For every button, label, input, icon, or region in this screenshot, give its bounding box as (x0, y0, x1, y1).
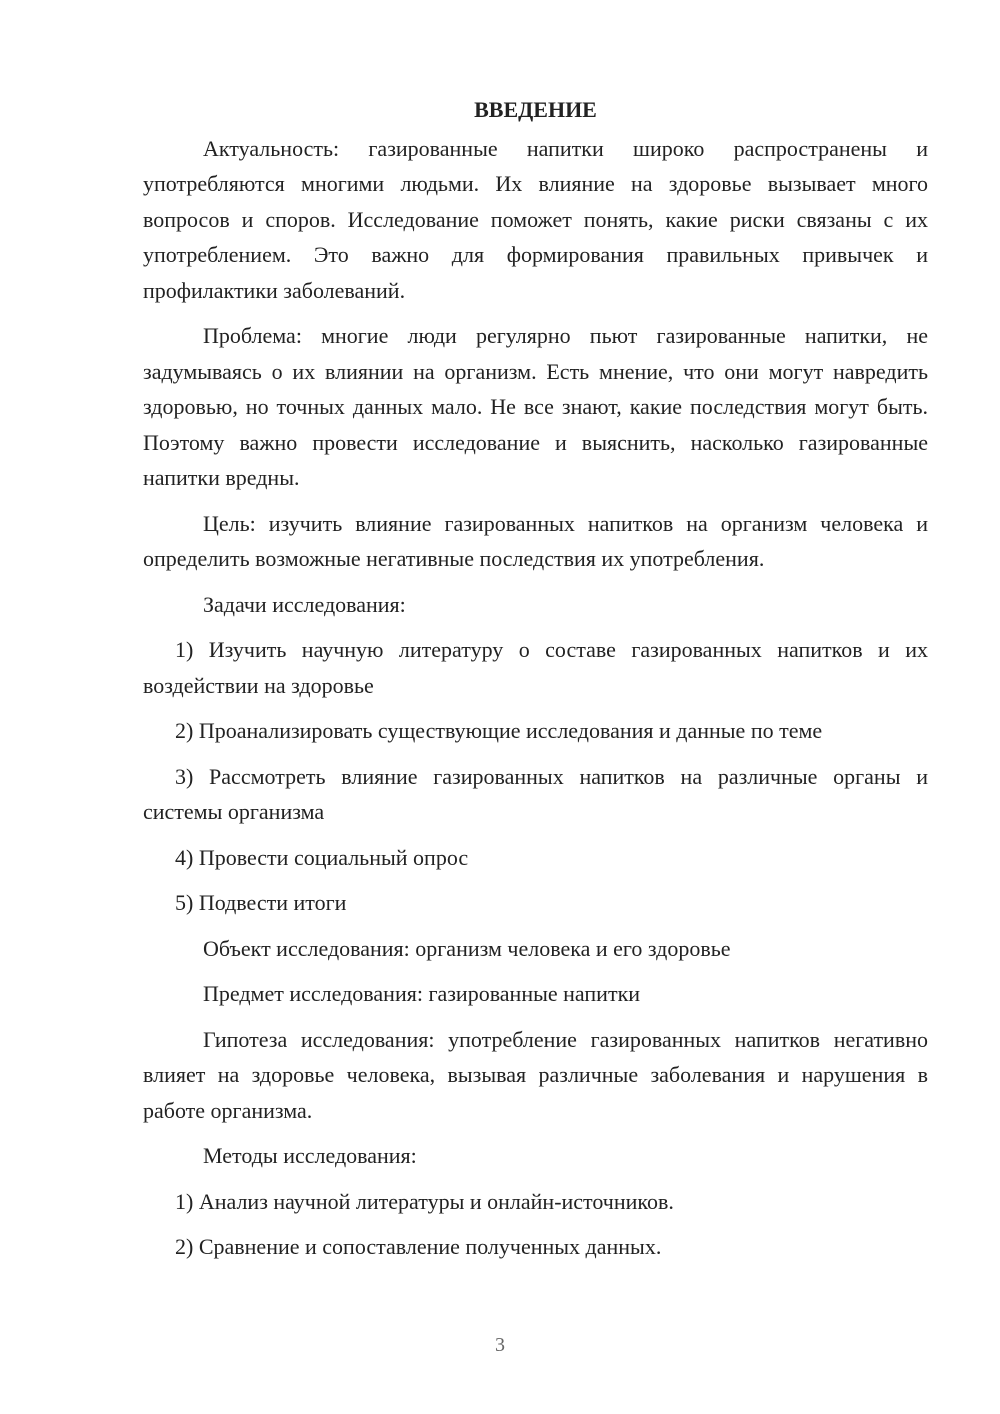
page-title: ВВЕДЕНИЕ (474, 97, 597, 122)
tasks-heading: Задачи исследования: (203, 591, 406, 617)
task-item: 3) Рассмотреть влияние газированных напитков на различные органы и системы организма (143, 763, 928, 824)
hypothesis-paragraph: Гипотеза исследования: употребление газированных напитков негативно влияет на здоровье человека, вызывая различные заболевания и нарушения в работе организма. (143, 1026, 928, 1123)
subject-line: Предмет исследования: газированные напитки (203, 981, 641, 1006)
page-number: 3 (495, 1334, 505, 1356)
goal-paragraph: Цель: изучить влияние газированных напитков на организм человека и определить возможные негативные последствия их употребления. (143, 510, 928, 571)
method-item: 2) Сравнение и сопоставление полученных данных. (175, 1234, 662, 1259)
document-page (143, 92, 928, 1275)
task-item: 2) Проанализировать существующие исследования и данные по теме (175, 718, 823, 743)
problem-paragraph: Проблема: многие люди регулярно пьют газированные напитки, не задумываясь о их влиянии на организм. Есть мнение, что они могут навредить здоровью, но точных данных мало. Не все знают, какие последствия могут быть. Поэтому важно провести исследование и выяснить, насколько газированные напитки вредны. (143, 323, 928, 490)
methods-heading: Методы исследования: (203, 1143, 417, 1168)
method-item: 1) Анализ научной литературы и онлайн-источников. (175, 1188, 674, 1214)
task-item: 5) Подвести итоги (175, 890, 347, 915)
object-line: Объект исследования: организм человека и его здоровье (203, 935, 731, 961)
task-item: 1) Изучить научную литературу о составе газированных напитков и их воздействии на здоровье (143, 637, 928, 698)
relevance-paragraph: Актуальность: газированные напитки широко распространены и употребляются многими людьми. Их влияние на здоровье вызывает много вопросов и споров. Исследование поможет понять, какие риски связаны с их употреблением. Это важно для формирования правильных привычек и профилактики заболеваний. (143, 135, 928, 303)
task-item: 4) Провести социальный опрос (175, 844, 469, 870)
